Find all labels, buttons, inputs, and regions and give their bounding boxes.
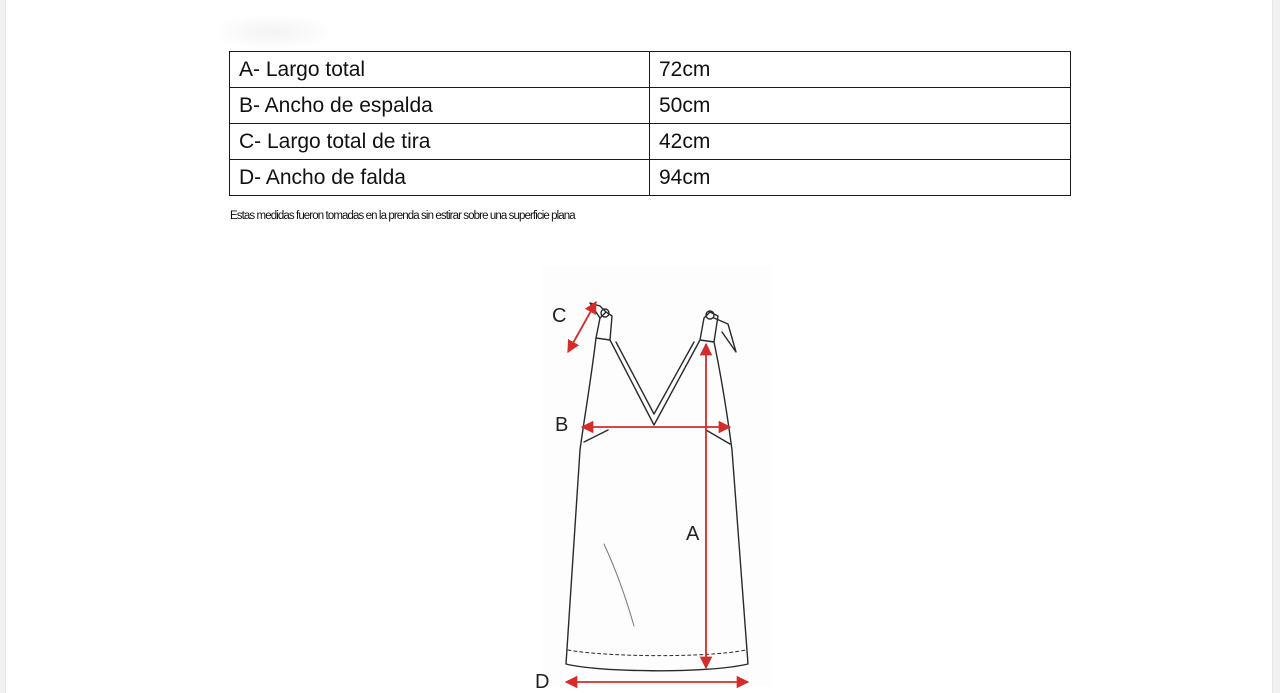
label-b: B (555, 414, 569, 436)
label-c: C (552, 305, 567, 327)
measurement-note: Estas medidas fueron tomadas en la prenda sin estirar sobre una superficie plana (230, 210, 575, 222)
measure-value: 42cm (650, 124, 1071, 160)
measure-label: A- Largo total (230, 52, 650, 88)
document-page (6, 0, 1272, 693)
label-d: D (535, 671, 550, 693)
measure-value: 94cm (650, 160, 1071, 196)
diagram-background (542, 266, 772, 686)
measure-label: D- Ancho de falda (230, 160, 650, 196)
measure-label: C- Largo total de tira (230, 124, 650, 160)
measure-value: 50cm (650, 88, 1071, 124)
measure-value: 72cm (650, 52, 1071, 88)
garment-diagram (6, 0, 1272, 693)
measure-label: B- Ancho de espalda (230, 88, 650, 124)
label-a: A (686, 523, 700, 545)
